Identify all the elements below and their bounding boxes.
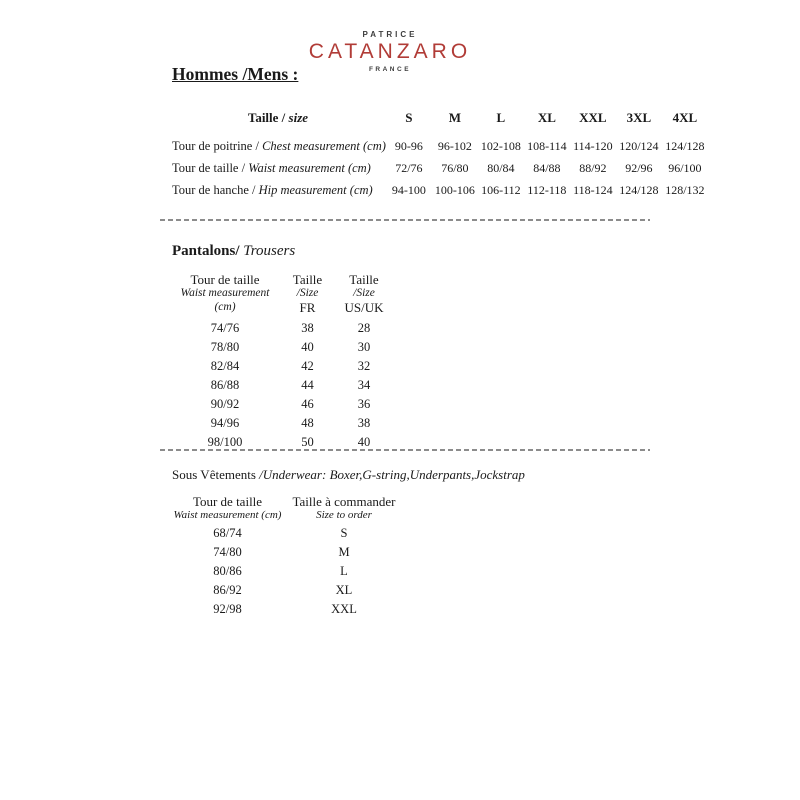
table-row <box>170 600 403 619</box>
table-cell: 108-114 <box>527 138 567 153</box>
table-cell: 82/84 <box>210 359 240 373</box>
table-row <box>170 562 403 581</box>
table-cell: 72/76 <box>395 160 423 175</box>
table-cell: 40 <box>301 340 314 354</box>
header-line: Waist measurement (cm) <box>173 509 282 521</box>
table-cell: 84/88 <box>533 160 561 175</box>
brand-logo-country: FRANCE <box>368 66 412 73</box>
table-cell: 112-118 <box>527 182 567 197</box>
table-cell: 96-102 <box>437 138 472 153</box>
table-cell: 68/74 <box>213 526 242 540</box>
table-cell: 86/92 <box>213 583 242 597</box>
corner-label: Taille / <box>247 110 289 125</box>
table-cell: 100-106 <box>434 182 475 197</box>
table-row <box>170 543 403 562</box>
table-row <box>170 581 403 600</box>
table-cell: 38 <box>301 321 314 335</box>
table-row <box>170 414 393 433</box>
table-cell: 114-120 <box>573 138 613 153</box>
underwear-col-waist-header <box>170 494 285 524</box>
size-table-corner-header <box>170 110 386 135</box>
header-line: Taille <box>349 272 379 287</box>
table-cell: 38 <box>357 416 371 430</box>
mens-size-table <box>170 110 708 201</box>
row-label-fr: Tour de taille / <box>172 160 249 175</box>
trousers-section-heading <box>172 243 295 260</box>
header-line: Tour de taille <box>192 494 263 509</box>
trousers-heading-fr: Pantalons/ <box>172 243 240 259</box>
row-label <box>170 157 386 179</box>
header-line: Taille <box>292 272 323 287</box>
underwear-heading-fr: Sous Vêtements <box>172 467 260 482</box>
table-cell: 92/96 <box>625 160 653 175</box>
row-label-en: Waist measurement (cm) <box>248 160 371 175</box>
table-cell: 36 <box>357 397 371 411</box>
size-header-l: L <box>496 110 506 125</box>
table-cell: 78/80 <box>210 340 240 354</box>
brand-logo-top-text: PATRICE <box>362 30 418 39</box>
table-cell: M <box>338 545 350 559</box>
table-cell: S <box>340 526 348 540</box>
table-row <box>170 319 393 338</box>
size-header-xl: XL <box>537 110 556 125</box>
table-cell: 96/100 <box>668 160 702 175</box>
header-line: /Size <box>296 287 319 299</box>
table-cell: 94-100 <box>391 182 426 197</box>
table-cell: XL <box>335 583 353 597</box>
table-cell: 46 <box>301 397 314 411</box>
row-label-fr: Tour de hanche / <box>172 182 259 197</box>
header-line: Taille à commander <box>292 494 396 509</box>
table-row-waist <box>170 157 708 179</box>
table-row-hip <box>170 179 708 201</box>
table-cell: 80/86 <box>213 564 242 578</box>
mens-section-heading: Hommes /Mens : <box>172 64 299 84</box>
header-line: FR <box>299 300 316 315</box>
table-cell: 92/98 <box>213 602 242 616</box>
table-cell: 90/92 <box>210 397 240 411</box>
header-line: Waist measurement <box>180 287 270 299</box>
table-cell: 74/80 <box>213 545 242 559</box>
trousers-col-usuk-header <box>335 272 393 319</box>
table-cell: 90-96 <box>394 138 423 153</box>
table-cell: 28 <box>357 321 371 335</box>
table-cell: 118-124 <box>573 182 613 197</box>
trousers-col-waist-header <box>170 272 280 319</box>
corner-label-italic: size <box>288 110 309 125</box>
row-label-fr: Tour de poitrine / <box>172 138 263 153</box>
header-line: (cm) <box>214 301 236 313</box>
table-cell: 34 <box>357 378 371 392</box>
size-header-xxl: XXL <box>579 110 607 125</box>
header-line: /Size <box>353 287 375 299</box>
table-cell: 48 <box>301 416 314 430</box>
brand-logo-name: CATANZARO <box>308 40 472 63</box>
table-cell: 124/128 <box>665 138 705 153</box>
table-cell: L <box>340 564 348 578</box>
table-row <box>170 338 393 357</box>
table-cell: 50 <box>301 435 314 449</box>
trousers-size-table <box>170 272 393 452</box>
table-cell: 44 <box>301 378 314 392</box>
size-header-s: S <box>405 110 413 125</box>
table-cell: 74/76 <box>210 321 240 335</box>
table-row <box>170 357 393 376</box>
underwear-heading-en: /Underwear: Boxer,G-string,Underpants,Jockstrap <box>259 467 525 482</box>
table-cell: 124/128 <box>619 182 659 197</box>
header-line: Tour de taille <box>190 272 260 287</box>
size-header-m: M <box>448 110 462 125</box>
table-row-chest <box>170 135 708 157</box>
table-cell: 86/88 <box>210 378 240 392</box>
row-label <box>170 179 386 201</box>
table-header-row <box>170 110 708 135</box>
table-header-row <box>170 494 403 524</box>
size-header-4xl: 4XL <box>672 110 698 125</box>
trousers-col-fr-header <box>280 272 335 319</box>
table-cell: 106-112 <box>481 182 521 197</box>
row-label-en: Chest measurement (cm) <box>262 138 386 153</box>
table-cell: 128/132 <box>665 182 705 197</box>
table-header-row <box>170 272 393 319</box>
table-cell: 98/100 <box>207 435 243 449</box>
size-header-3xl: 3XL <box>626 110 652 125</box>
table-cell: 102-108 <box>480 138 521 153</box>
table-row <box>170 524 403 543</box>
header-line: US/UK <box>344 300 384 315</box>
table-row <box>170 376 393 395</box>
brand-logo <box>290 30 490 73</box>
table-cell: 94/96 <box>210 416 240 430</box>
table-cell: 120/124 <box>619 138 659 153</box>
trousers-heading-en: Trousers <box>239 243 296 259</box>
underwear-size-table <box>170 494 403 619</box>
table-cell: 30 <box>357 340 371 354</box>
row-label-en: Hip measurement (cm) <box>258 182 373 197</box>
dashed-divider <box>160 449 650 451</box>
table-row <box>170 395 393 414</box>
table-cell: 88/92 <box>579 160 607 175</box>
table-cell: 80/84 <box>487 160 515 175</box>
table-cell: 42 <box>301 359 314 373</box>
underwear-section-heading <box>172 467 525 483</box>
table-cell: 32 <box>357 359 371 373</box>
underwear-col-size-header <box>285 494 403 524</box>
table-cell: 76/80 <box>441 160 469 175</box>
row-label <box>170 135 386 157</box>
header-line: Size to order <box>316 509 372 521</box>
table-cell: 40 <box>357 435 371 449</box>
table-cell: XXL <box>331 602 357 616</box>
dashed-divider <box>160 219 650 221</box>
